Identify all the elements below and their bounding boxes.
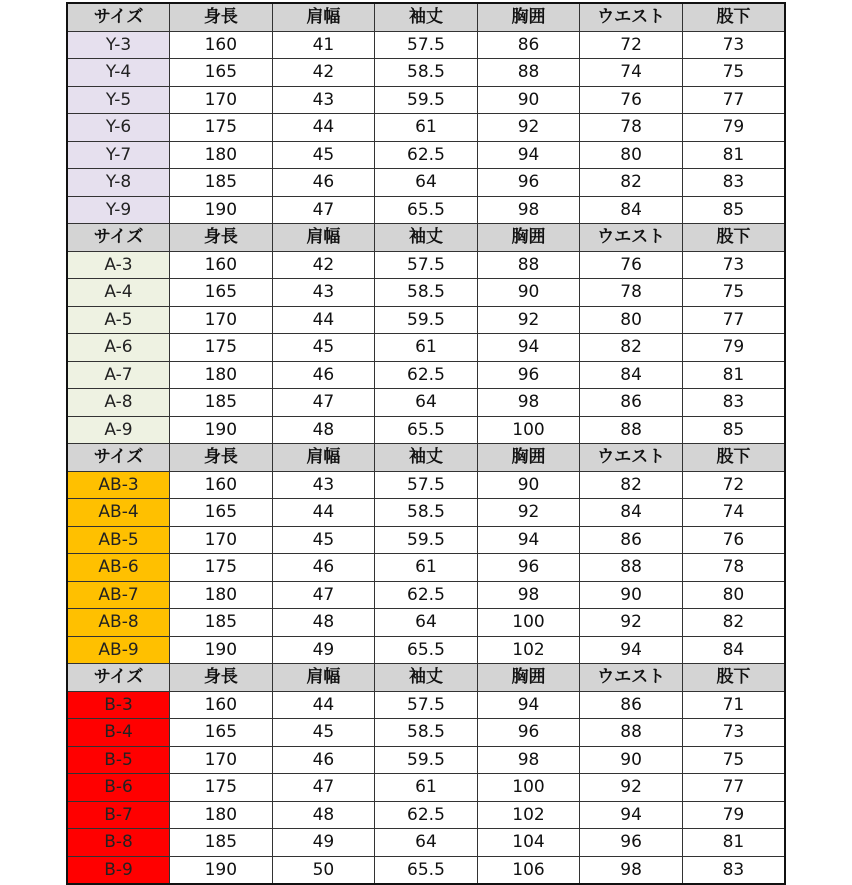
column-header: 身長 — [170, 444, 273, 472]
size-cell: A-9 — [67, 416, 170, 444]
value-cell: 49 — [272, 829, 375, 857]
value-cell: 77 — [682, 306, 785, 334]
value-cell: 65.5 — [375, 416, 478, 444]
value-cell: 180 — [170, 801, 273, 829]
value-cell: 48 — [272, 416, 375, 444]
size-cell: A-7 — [67, 361, 170, 389]
value-cell: 76 — [580, 86, 683, 114]
table-row — [67, 746, 785, 774]
value-cell: 45 — [272, 141, 375, 169]
table-row — [67, 196, 785, 224]
value-cell: 81 — [682, 361, 785, 389]
value-cell: 96 — [477, 361, 580, 389]
value-cell: 61 — [375, 334, 478, 362]
value-cell: 72 — [682, 471, 785, 499]
table-row — [67, 251, 785, 279]
value-cell: 82 — [580, 334, 683, 362]
value-cell: 58.5 — [375, 499, 478, 527]
value-cell: 44 — [272, 306, 375, 334]
table-row — [67, 609, 785, 637]
column-header: 身長 — [170, 664, 273, 692]
value-cell: 190 — [170, 856, 273, 884]
value-cell: 45 — [272, 719, 375, 747]
value-cell: 45 — [272, 526, 375, 554]
value-cell: 57.5 — [375, 471, 478, 499]
value-cell: 71 — [682, 691, 785, 719]
value-cell: 57.5 — [375, 31, 478, 59]
value-cell: 170 — [170, 86, 273, 114]
value-cell: 82 — [580, 169, 683, 197]
value-cell: 96 — [580, 829, 683, 857]
column-header: サイズ — [67, 444, 170, 472]
column-header: 股下 — [682, 444, 785, 472]
table-row — [67, 719, 785, 747]
value-cell: 48 — [272, 801, 375, 829]
header-row-ab — [67, 444, 785, 472]
value-cell: 62.5 — [375, 361, 478, 389]
value-cell: 94 — [580, 801, 683, 829]
size-cell: AB-8 — [67, 609, 170, 637]
value-cell: 100 — [477, 774, 580, 802]
table-row — [67, 554, 785, 582]
table-row — [67, 856, 785, 884]
header-row-a — [67, 224, 785, 252]
value-cell: 41 — [272, 31, 375, 59]
size-cell: B-5 — [67, 746, 170, 774]
table-row — [67, 801, 785, 829]
value-cell: 106 — [477, 856, 580, 884]
value-cell: 61 — [375, 114, 478, 142]
value-cell: 82 — [682, 609, 785, 637]
value-cell: 65.5 — [375, 196, 478, 224]
value-cell: 94 — [580, 636, 683, 664]
value-cell: 92 — [580, 609, 683, 637]
value-cell: 47 — [272, 196, 375, 224]
column-header: 胸囲 — [477, 3, 580, 31]
column-header: 袖丈 — [375, 224, 478, 252]
size-cell: A-3 — [67, 251, 170, 279]
value-cell: 165 — [170, 279, 273, 307]
value-cell: 80 — [580, 306, 683, 334]
value-cell: 65.5 — [375, 856, 478, 884]
value-cell: 82 — [580, 471, 683, 499]
value-cell: 75 — [682, 59, 785, 87]
table-row — [67, 636, 785, 664]
value-cell: 73 — [682, 31, 785, 59]
value-cell: 185 — [170, 169, 273, 197]
table-row — [67, 416, 785, 444]
value-cell: 81 — [682, 829, 785, 857]
column-header: 股下 — [682, 224, 785, 252]
size-cell: A-5 — [67, 306, 170, 334]
value-cell: 180 — [170, 361, 273, 389]
value-cell: 98 — [580, 856, 683, 884]
column-header: 股下 — [682, 3, 785, 31]
value-cell: 96 — [477, 169, 580, 197]
column-header: 肩幅 — [272, 444, 375, 472]
value-cell: 86 — [580, 691, 683, 719]
value-cell: 42 — [272, 251, 375, 279]
size-cell: AB-3 — [67, 471, 170, 499]
table-row — [67, 499, 785, 527]
value-cell: 80 — [580, 141, 683, 169]
header-row-y — [67, 3, 785, 31]
column-header: 胸囲 — [477, 444, 580, 472]
value-cell: 160 — [170, 251, 273, 279]
column-header: 胸囲 — [477, 664, 580, 692]
column-header: 身長 — [170, 224, 273, 252]
value-cell: 170 — [170, 526, 273, 554]
value-cell: 43 — [272, 471, 375, 499]
value-cell: 74 — [580, 59, 683, 87]
value-cell: 58.5 — [375, 59, 478, 87]
size-cell: AB-7 — [67, 581, 170, 609]
value-cell: 85 — [682, 196, 785, 224]
value-cell: 165 — [170, 719, 273, 747]
value-cell: 88 — [580, 416, 683, 444]
value-cell: 43 — [272, 86, 375, 114]
column-header: 袖丈 — [375, 3, 478, 31]
value-cell: 88 — [580, 554, 683, 582]
table-row — [67, 774, 785, 802]
value-cell: 47 — [272, 389, 375, 417]
size-cell: Y-6 — [67, 114, 170, 142]
value-cell: 86 — [477, 31, 580, 59]
value-cell: 175 — [170, 114, 273, 142]
value-cell: 75 — [682, 279, 785, 307]
table-row — [67, 86, 785, 114]
value-cell: 76 — [682, 526, 785, 554]
value-cell: 47 — [272, 581, 375, 609]
size-chart-table — [66, 2, 786, 885]
value-cell: 78 — [682, 554, 785, 582]
value-cell: 46 — [272, 554, 375, 582]
size-cell: B-7 — [67, 801, 170, 829]
column-header: サイズ — [67, 3, 170, 31]
value-cell: 46 — [272, 746, 375, 774]
value-cell: 83 — [682, 856, 785, 884]
size-cell: Y-4 — [67, 59, 170, 87]
column-header: 股下 — [682, 664, 785, 692]
value-cell: 84 — [580, 196, 683, 224]
value-cell: 98 — [477, 196, 580, 224]
value-cell: 175 — [170, 334, 273, 362]
value-cell: 84 — [580, 499, 683, 527]
value-cell: 88 — [580, 719, 683, 747]
value-cell: 90 — [580, 746, 683, 774]
table-row — [67, 526, 785, 554]
value-cell: 104 — [477, 829, 580, 857]
value-cell: 185 — [170, 829, 273, 857]
value-cell: 58.5 — [375, 719, 478, 747]
table-row — [67, 361, 785, 389]
value-cell: 180 — [170, 581, 273, 609]
value-cell: 62.5 — [375, 581, 478, 609]
value-cell: 98 — [477, 581, 580, 609]
value-cell: 160 — [170, 31, 273, 59]
table-row — [67, 31, 785, 59]
value-cell: 77 — [682, 86, 785, 114]
size-cell: A-4 — [67, 279, 170, 307]
value-cell: 61 — [375, 774, 478, 802]
value-cell: 185 — [170, 389, 273, 417]
size-cell: AB-6 — [67, 554, 170, 582]
value-cell: 42 — [272, 59, 375, 87]
value-cell: 102 — [477, 801, 580, 829]
size-cell: Y-5 — [67, 86, 170, 114]
value-cell: 73 — [682, 719, 785, 747]
value-cell: 61 — [375, 554, 478, 582]
size-cell: B-9 — [67, 856, 170, 884]
value-cell: 49 — [272, 636, 375, 664]
value-cell: 58.5 — [375, 279, 478, 307]
value-cell: 48 — [272, 609, 375, 637]
value-cell: 78 — [580, 114, 683, 142]
value-cell: 190 — [170, 636, 273, 664]
value-cell: 90 — [477, 86, 580, 114]
value-cell: 175 — [170, 554, 273, 582]
value-cell: 88 — [477, 251, 580, 279]
table-row — [67, 306, 785, 334]
column-header: 肩幅 — [272, 664, 375, 692]
value-cell: 84 — [682, 636, 785, 664]
value-cell: 50 — [272, 856, 375, 884]
value-cell: 43 — [272, 279, 375, 307]
value-cell: 190 — [170, 416, 273, 444]
value-cell: 165 — [170, 59, 273, 87]
value-cell: 170 — [170, 746, 273, 774]
value-cell: 81 — [682, 141, 785, 169]
column-header: ウエスト — [580, 444, 683, 472]
value-cell: 44 — [272, 691, 375, 719]
value-cell: 100 — [477, 609, 580, 637]
column-header: サイズ — [67, 224, 170, 252]
table-row — [67, 334, 785, 362]
value-cell: 83 — [682, 389, 785, 417]
column-header: 肩幅 — [272, 3, 375, 31]
value-cell: 160 — [170, 471, 273, 499]
value-cell: 94 — [477, 691, 580, 719]
value-cell: 92 — [580, 774, 683, 802]
size-cell: Y-9 — [67, 196, 170, 224]
table-row — [67, 114, 785, 142]
value-cell: 77 — [682, 774, 785, 802]
size-cell: AB-9 — [67, 636, 170, 664]
header-row-b — [67, 664, 785, 692]
value-cell: 94 — [477, 141, 580, 169]
value-cell: 64 — [375, 609, 478, 637]
table-row — [67, 691, 785, 719]
value-cell: 62.5 — [375, 141, 478, 169]
value-cell: 44 — [272, 499, 375, 527]
value-cell: 175 — [170, 774, 273, 802]
value-cell: 79 — [682, 334, 785, 362]
value-cell: 64 — [375, 169, 478, 197]
value-cell: 92 — [477, 306, 580, 334]
size-cell: A-8 — [67, 389, 170, 417]
value-cell: 46 — [272, 169, 375, 197]
size-cell: AB-4 — [67, 499, 170, 527]
value-cell: 90 — [580, 581, 683, 609]
value-cell: 85 — [682, 416, 785, 444]
value-cell: 57.5 — [375, 691, 478, 719]
value-cell: 78 — [580, 279, 683, 307]
value-cell: 73 — [682, 251, 785, 279]
value-cell: 74 — [682, 499, 785, 527]
value-cell: 62.5 — [375, 801, 478, 829]
value-cell: 47 — [272, 774, 375, 802]
size-cell: A-6 — [67, 334, 170, 362]
value-cell: 96 — [477, 719, 580, 747]
value-cell: 160 — [170, 691, 273, 719]
value-cell: 86 — [580, 389, 683, 417]
column-header: 胸囲 — [477, 224, 580, 252]
value-cell: 59.5 — [375, 306, 478, 334]
value-cell: 88 — [477, 59, 580, 87]
value-cell: 64 — [375, 829, 478, 857]
value-cell: 76 — [580, 251, 683, 279]
value-cell: 98 — [477, 746, 580, 774]
size-cell: B-4 — [67, 719, 170, 747]
value-cell: 100 — [477, 416, 580, 444]
value-cell: 180 — [170, 141, 273, 169]
value-cell: 170 — [170, 306, 273, 334]
size-cell: AB-5 — [67, 526, 170, 554]
value-cell: 102 — [477, 636, 580, 664]
value-cell: 98 — [477, 389, 580, 417]
value-cell: 79 — [682, 114, 785, 142]
column-header: サイズ — [67, 664, 170, 692]
column-header: ウエスト — [580, 664, 683, 692]
value-cell: 90 — [477, 279, 580, 307]
value-cell: 165 — [170, 499, 273, 527]
value-cell: 46 — [272, 361, 375, 389]
value-cell: 75 — [682, 746, 785, 774]
table-row — [67, 59, 785, 87]
size-cell: Y-8 — [67, 169, 170, 197]
value-cell: 94 — [477, 526, 580, 554]
value-cell: 94 — [477, 334, 580, 362]
value-cell: 59.5 — [375, 86, 478, 114]
column-header: 袖丈 — [375, 664, 478, 692]
table-row — [67, 279, 785, 307]
size-cell: B-3 — [67, 691, 170, 719]
value-cell: 92 — [477, 499, 580, 527]
value-cell: 86 — [580, 526, 683, 554]
value-cell: 92 — [477, 114, 580, 142]
value-cell: 57.5 — [375, 251, 478, 279]
column-header: 肩幅 — [272, 224, 375, 252]
value-cell: 84 — [580, 361, 683, 389]
size-cell: B-8 — [67, 829, 170, 857]
value-cell: 65.5 — [375, 636, 478, 664]
value-cell: 83 — [682, 169, 785, 197]
value-cell: 96 — [477, 554, 580, 582]
size-cell: B-6 — [67, 774, 170, 802]
table-row — [67, 141, 785, 169]
value-cell: 64 — [375, 389, 478, 417]
value-cell: 80 — [682, 581, 785, 609]
column-header: ウエスト — [580, 3, 683, 31]
value-cell: 185 — [170, 609, 273, 637]
column-header: ウエスト — [580, 224, 683, 252]
table-row — [67, 169, 785, 197]
table-row — [67, 389, 785, 417]
value-cell: 190 — [170, 196, 273, 224]
table-row — [67, 581, 785, 609]
column-header: 袖丈 — [375, 444, 478, 472]
value-cell: 59.5 — [375, 526, 478, 554]
value-cell: 59.5 — [375, 746, 478, 774]
table-row — [67, 471, 785, 499]
size-cell: Y-7 — [67, 141, 170, 169]
value-cell: 44 — [272, 114, 375, 142]
value-cell: 90 — [477, 471, 580, 499]
value-cell: 45 — [272, 334, 375, 362]
value-cell: 79 — [682, 801, 785, 829]
size-cell: Y-3 — [67, 31, 170, 59]
value-cell: 72 — [580, 31, 683, 59]
column-header: 身長 — [170, 3, 273, 31]
